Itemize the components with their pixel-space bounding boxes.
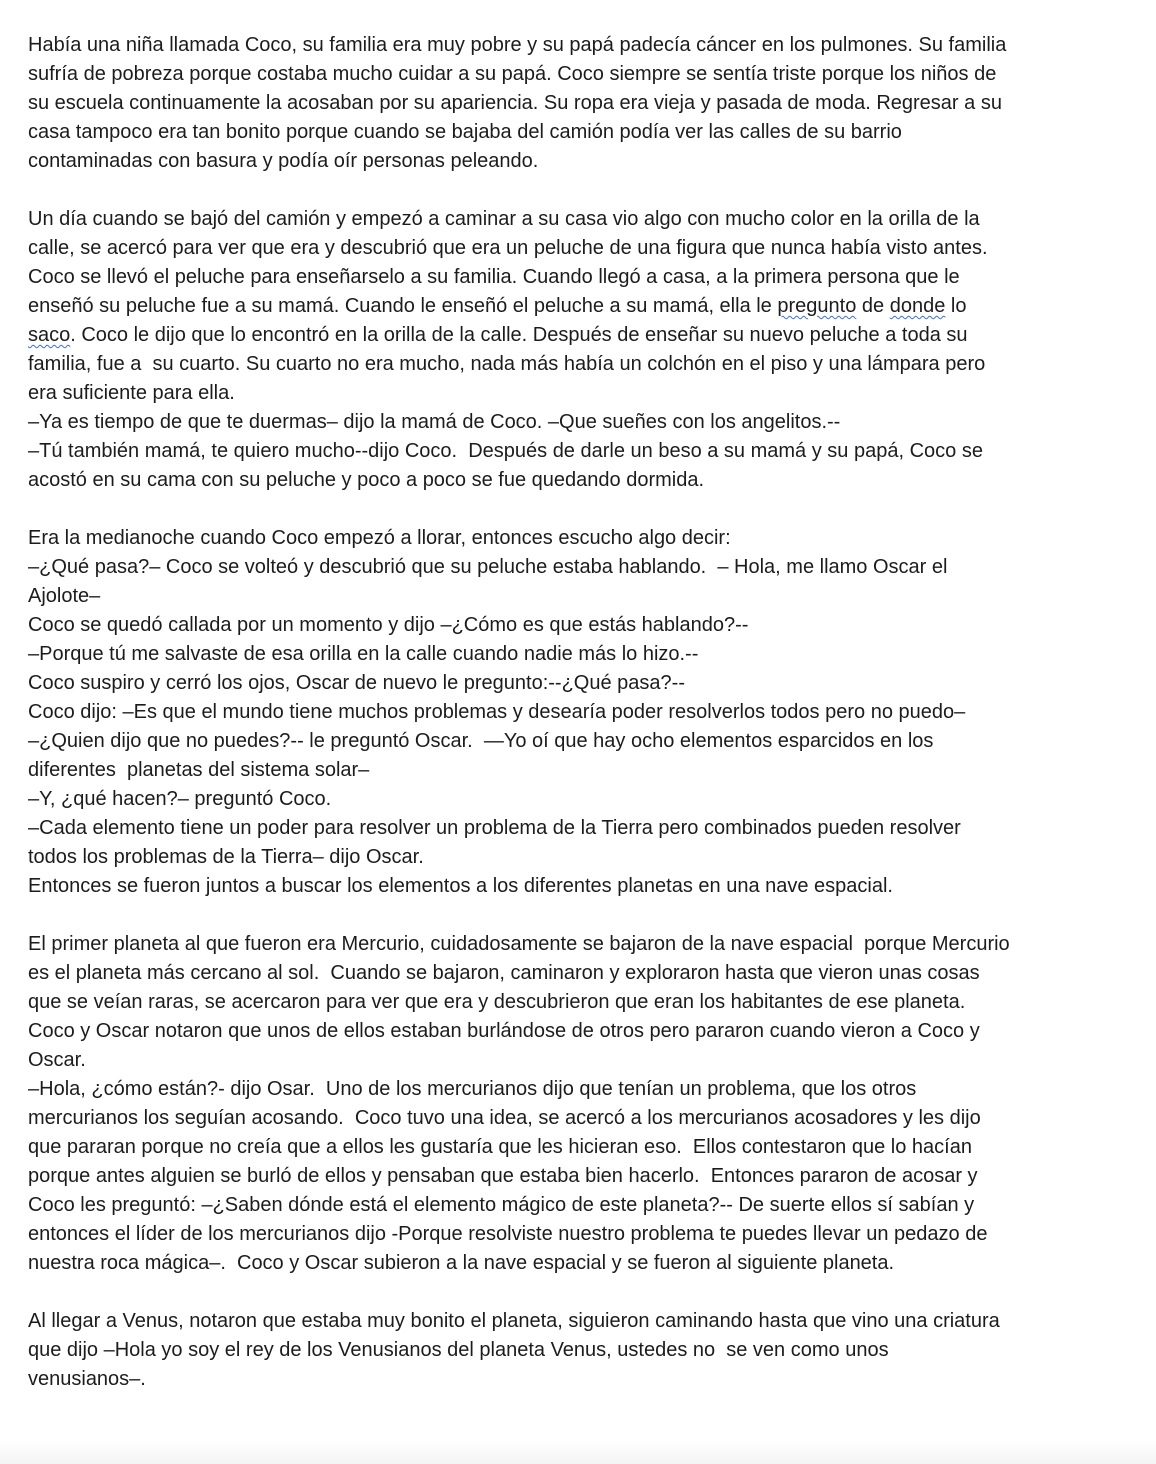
paragraph-gap — [28, 1278, 1010, 1307]
text-line: mercurianos los seguían acosando. Coco tuvo una idea, se acercó a los mercurianos acosadores y les dijo — [28, 1107, 981, 1129]
text-line: Oscar. — [28, 1049, 86, 1071]
text-line: es el planeta más cercano al sol. Cuando se bajaron, caminaron y exploraron hasta que vieron unas cosas — [28, 962, 980, 984]
text-segment: lo — [945, 295, 967, 317]
text-line: nuestra roca mágica–. Coco y Oscar subieron a la nave espacial y se fueron al siguiente planeta. — [28, 1252, 895, 1274]
text-segment: . Coco le dijo que lo encontró en la orilla de la calle. Después de enseñar su nuevo peluche a toda su — [70, 324, 968, 346]
text-line: El primer planeta al que fueron era Mercurio, cuidadosamente se bajaron de la nave espacial porque Mercurio — [28, 933, 1010, 955]
text-line: –Cada elemento tiene un poder para resolver un problema de la Tierra pero combinados pueden resolver — [28, 817, 961, 839]
text-line: –Tú también mamá, te quiero mucho--dijo Coco. Después de darle un beso a su mamá y su papá, Coco se — [28, 440, 983, 462]
paragraph-2 — [28, 205, 1010, 495]
text-line: entonces el líder de los mercurianos dijo -Porque resolviste nuestro problema te puedes llevar un pedazo de — [28, 1223, 988, 1245]
text-line: –Hola, ¿cómo están?- dijo Osar. Uno de los mercurianos dijo que tenían un problema, que los otros — [28, 1078, 917, 1100]
text-line: Era la medianoche cuando Coco empezó a llorar, entonces escucho algo decir: — [28, 527, 731, 549]
text-line: Ajolote– — [28, 585, 101, 607]
text-line: calle, se acercó para ver que era y descubrió que era un peluche de una figura que nunca había visto antes. — [28, 237, 988, 259]
text-line: diferentes planetas del sistema solar– — [28, 759, 370, 781]
text-line: venusianos–. — [28, 1368, 146, 1390]
text-line — [28, 321, 1010, 350]
text-line: todos los problemas de la Tierra– dijo Oscar. — [28, 846, 424, 868]
text-line: porque antes alguien se burló de ellos y pensaban que estaba bien hacerlo. Entonces pararon de acosar y — [28, 1165, 978, 1187]
text-line: Entonces se fueron juntos a buscar los elementos a los diferentes planetas en una nave espacial. — [28, 875, 893, 897]
text-line: contaminadas con basura y podía oír personas peleando. — [28, 150, 539, 172]
text-line: Al llegar a Venus, notaron que estaba muy bonito el planeta, siguieron caminando hasta que vino una criatura — [28, 1310, 1000, 1332]
document-body — [28, 31, 1010, 1394]
text-line: que pararan porque no creía que a ellos les gustaría que les hicieran eso. Ellos contestaron que lo hacían — [28, 1136, 972, 1158]
text-line: Coco suspiro y cerró los ojos, Oscar de nuevo le pregunto:--¿Qué pasa?-- — [28, 672, 685, 694]
text-line: Había una niña llamada Coco, su familia era muy pobre y su papá padecía cáncer en los pulmones. Su familia — [28, 34, 1007, 56]
text-line: sufría de pobreza porque costaba mucho cuidar a su papá. Coco siempre se sentía triste porque los niños de — [28, 63, 997, 85]
misspelled-word[interactable]: donde — [889, 295, 946, 317]
text-line — [28, 292, 1010, 321]
text-line: familia, fue a su cuarto. Su cuarto no era mucho, nada más había un colchón en el piso y una lámpara pero — [28, 353, 986, 375]
paragraph-5 — [28, 1307, 1010, 1394]
text-line: era suficiente para ella. — [28, 382, 235, 404]
text-segment: de — [856, 295, 890, 317]
text-line: Coco les preguntó: –¿Saben dónde está el elemento mágico de este planeta?-- De suerte ellos sí sabían y — [28, 1194, 975, 1216]
text-line: que se veían raras, se acercaron para ver que era y descubrieron que eran los habitantes de ese planeta. — [28, 991, 966, 1013]
page-bottom-edge — [0, 1440, 1156, 1464]
text-segment: enseñó su peluche fue a su mamá. Cuando le enseñó el peluche a su mamá, ella le — [28, 295, 778, 317]
paragraph-gap — [28, 495, 1010, 524]
text-line: Coco y Oscar notaron que unos de ellos estaban burlándose de otros pero pararon cuando vieron a Coco y — [28, 1020, 980, 1042]
paragraph-gap — [28, 176, 1010, 205]
text-line: que dijo –Hola yo soy el rey de los Venusianos del planeta Venus, ustedes no se ven como unos — [28, 1339, 889, 1361]
text-line: –Ya es tiempo de que te duermas– dijo la mamá de Coco. –Que sueñes con los angelitos.-- — [28, 411, 841, 433]
text-line: Coco se quedó callada por un momento y dijo –¿Cómo es que estás hablando?-- — [28, 614, 749, 636]
text-line: –Y, ¿qué hacen?– preguntó Coco. — [28, 788, 332, 810]
paragraph-3 — [28, 524, 1010, 901]
text-line: –¿Quien dijo que no puedes?-- le preguntó Oscar. —Yo oí que hay ocho elementos esparcidos en los — [28, 730, 934, 752]
misspelled-word[interactable]: saco — [28, 324, 71, 346]
misspelled-word[interactable]: pregunto — [777, 295, 857, 317]
paragraph-1 — [28, 31, 1010, 176]
text-line: –¿Qué pasa?– Coco se volteó y descubrió que su peluche estaba hablando. – Hola, me llamo Oscar el — [28, 556, 948, 578]
text-line: Coco dijo: –Es que el mundo tiene muchos problemas y desearía poder resolverlos todos pero no puedo– — [28, 701, 966, 723]
paragraph-gap — [28, 901, 1010, 930]
text-line: Un día cuando se bajó del camión y empezó a caminar a su casa vio algo con mucho color en la orilla de la — [28, 208, 980, 230]
text-line: –Porque tú me salvaste de esa orilla en la calle cuando nadie más lo hizo.-- — [28, 643, 699, 665]
text-line: acostó en su cama con su peluche y poco a poco se fue quedando dormida. — [28, 469, 705, 491]
text-line: Coco se llevó el peluche para enseñarselo a su familia. Cuando llegó a casa, a la primera persona que le — [28, 266, 960, 288]
paragraph-4 — [28, 930, 1010, 1278]
text-line: su escuela continuamente la acosaban por su apariencia. Su ropa era vieja y pasada de moda. Regresar a su — [28, 92, 1002, 114]
text-line: casa tampoco era tan bonito porque cuando se bajaba del camión podía ver las calles de su barrio — [28, 121, 902, 143]
